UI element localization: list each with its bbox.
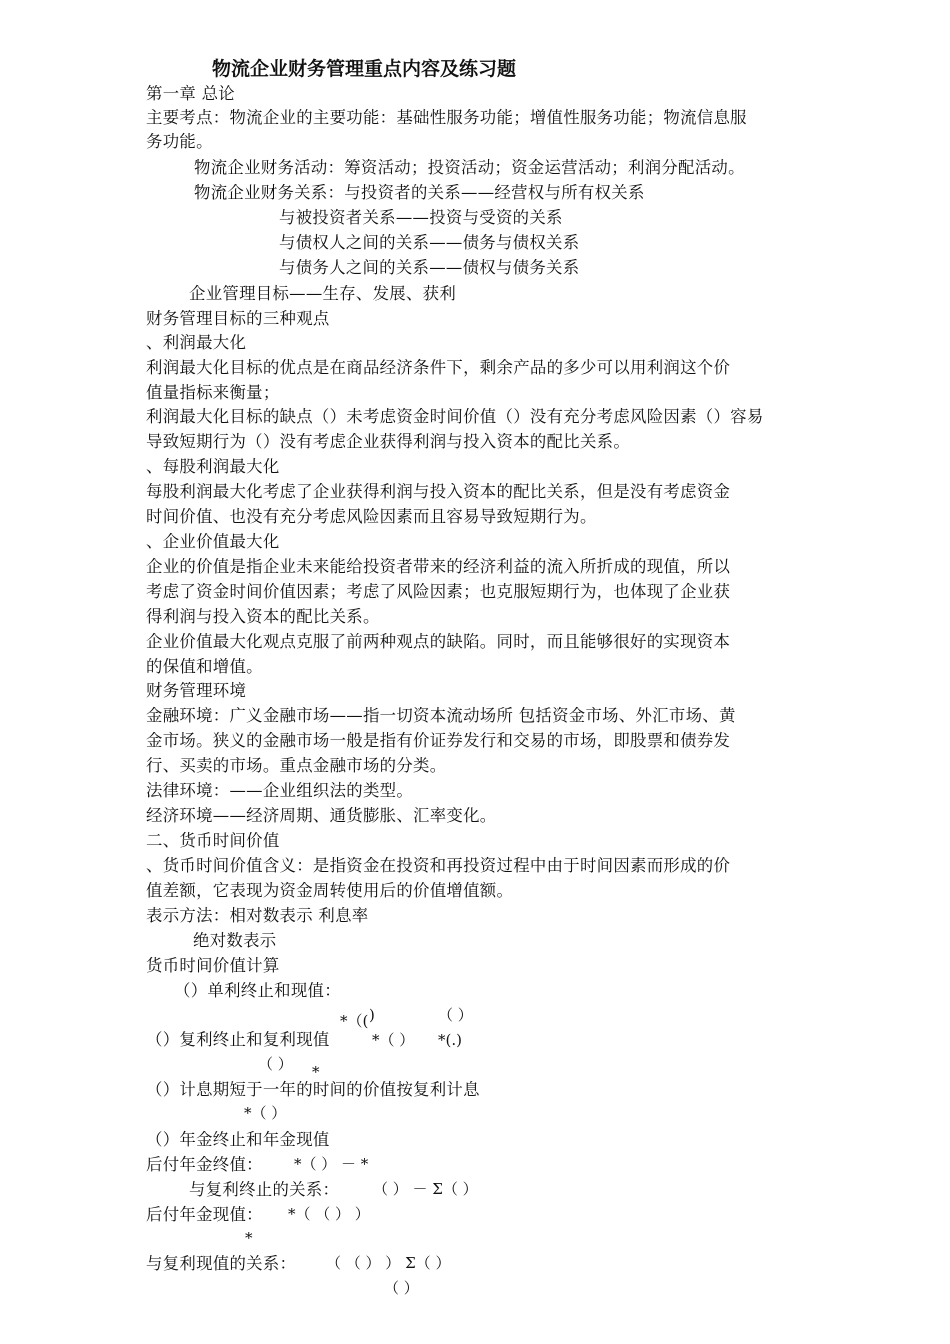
formula-fragment: *（ ）: [372, 1031, 415, 1049]
text-line: 与债务人之间的关系——债权与债务关系: [279, 258, 580, 277]
text-line: （）计息期短于一年的时间的价值按复利计息: [146, 1080, 480, 1099]
subsection-heading: 、每股利润最大化: [146, 457, 280, 476]
text-line: 、货币时间价值含义：是指资金在投资和再投资过程中由于时间因素而形成的价: [146, 856, 731, 875]
document-title: 物流企业财务管理重点内容及练习题: [212, 58, 517, 80]
text-line: 的保值和增值。: [146, 657, 263, 676]
text-line: 经济环境——经济周期、通货膨胀、汇率变化。: [146, 806, 497, 825]
chapter-heading: 第一章 总论: [146, 84, 235, 103]
text-line: 值差额，它表现为资金周转使用后的价值增值额。: [146, 881, 514, 900]
text-line: （）年金终止和年金现值: [146, 1130, 330, 1149]
text-line: 与被投资者关系——投资与受资的关系: [279, 208, 563, 227]
text-line: 法律环境：——企业组织法的类型。: [146, 781, 414, 800]
text-line: 利润最大化目标的优点是在商品经济条件下，剩余产品的多少可以用利润这个价: [146, 358, 731, 377]
text-line: 值量指标来衡量；: [146, 383, 280, 402]
text-line: 主要考点：物流企业的主要功能：基础性服务功能；增值性服务功能；物流信息服: [146, 108, 747, 127]
section-heading: 财务管理目标的三种观点: [146, 309, 330, 328]
section-heading: 财务管理环境: [146, 681, 247, 700]
formula-fragment: *: [245, 1229, 253, 1247]
formula-fragment: *（ ）: [244, 1104, 287, 1122]
text-line: 物流企业财务活动：筹资活动；投资活动；资金运营活动；利润分配活动。: [194, 158, 745, 177]
text-line: 得利润与投入资本的配比关系。: [146, 607, 380, 626]
text-line: 与复利终止的关系：: [189, 1180, 340, 1199]
text-line: 企业价值最大化观点克服了前两种观点的缺陷。同时，而且能够很好的实现资本: [146, 632, 731, 651]
formula-fragment: （ （ ） ） Σ（ ）: [326, 1254, 451, 1272]
text-line: 后付年金现值：: [146, 1205, 263, 1224]
formula-fragment: *(.): [438, 1031, 462, 1049]
subsection-heading: 、利润最大化: [146, 333, 247, 352]
text-line: 表示方法：相对数表示 利息率: [146, 906, 369, 925]
text-line: 利润最大化目标的缺点（）未考虑资金时间价值（）没有充分考虑风险因素（）容易: [146, 407, 764, 426]
text-line: （）复利终止和复利现值: [146, 1030, 330, 1049]
text-line: 考虑了资金时间价值因素；考虑了风险因素；也克服短期行为，也体现了企业获: [146, 582, 731, 601]
section-heading: 货币时间价值计算: [146, 956, 280, 975]
formula-fragment: ): [369, 1006, 375, 1024]
formula-fragment: *: [312, 1063, 320, 1081]
text-line: 导致短期行为（）没有考虑企业获得利润与投入资本的配比关系。: [146, 432, 631, 451]
text-line: （）单利终止和现值：: [174, 981, 341, 1000]
text-line: 行、买卖的市场。重点金融市场的分类。: [146, 756, 447, 775]
formula-fragment: （ ）: [258, 1055, 293, 1073]
formula-fragment: *（(: [340, 1012, 369, 1030]
text-line: 企业管理目标——生存、发展、获利: [189, 284, 457, 303]
text-line: 金融环境：广义金融市场——指一切资本流动场所 包括资金市场、外汇市场、黄: [146, 706, 736, 725]
text-line: 时间价值、也没有充分考虑风险因素而且容易导致短期行为。: [146, 507, 597, 526]
formula-fragment: （ ）: [384, 1279, 419, 1297]
text-line: 金市场。狭义的金融市场一般是指有价证券发行和交易的市场，即股票和债券发: [146, 731, 731, 750]
text-line: 务功能。: [146, 132, 213, 151]
text-line: 后付年金终值：: [146, 1155, 263, 1174]
text-line: 与债权人之间的关系——债务与债权关系: [279, 233, 580, 252]
formula-fragment: （ ）: [438, 1006, 473, 1024]
chapter-heading: 二、货币时间价值: [146, 831, 280, 850]
text-line: 每股利润最大化考虑了企业获得利润与投入资本的配比关系，但是没有考虑资金: [146, 482, 731, 501]
text-line: 企业的价值是指企业未来能给投资者带来的经济利益的流入所折成的现值，所以: [146, 557, 731, 576]
text-line: 与复利现值的关系：: [146, 1254, 297, 1273]
text-line: 物流企业财务关系：与投资者的关系——经营权与所有权关系: [194, 183, 645, 202]
formula-fragment: （ ） － Σ（ ）: [373, 1180, 478, 1198]
formula-fragment: *（ ） － *: [294, 1155, 369, 1173]
text-line: 绝对数表示: [193, 931, 277, 950]
subsection-heading: 、企业价值最大化: [146, 532, 280, 551]
formula-fragment: *（ （ ） ）: [288, 1205, 370, 1223]
